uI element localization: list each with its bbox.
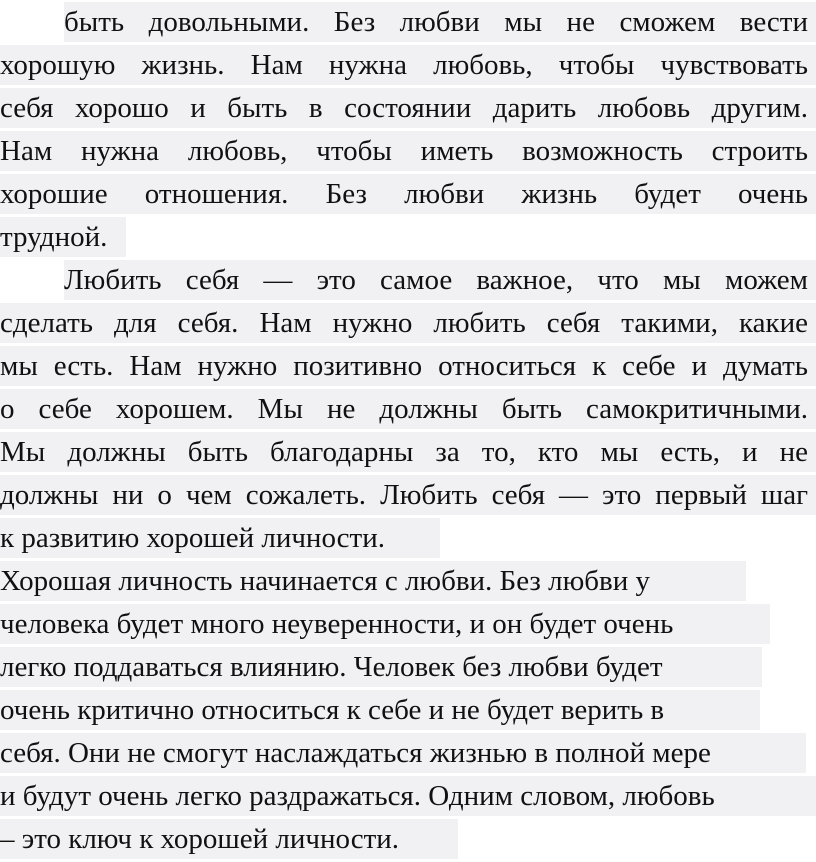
text-line-20: – это ключ к хорошей личности. <box>0 819 458 859</box>
text-line-16: легко поддаваться влиянию. Человек без любви будет <box>0 647 762 687</box>
text-line-6: трудной. <box>0 217 126 257</box>
text-line-8: сделать для себя. Нам нужно любить себя такими, какие <box>0 303 816 343</box>
text-line-15: человека будет много неуверенности, и он будет очень <box>0 604 770 644</box>
text-line-18: себя. Они не смогут наслаждаться жизнью в полной мере <box>0 733 806 773</box>
text-line-14: Хорошая личность начинается с любви. Без любви у <box>0 561 746 601</box>
text-line-12: должны ни о чем сожалеть. Любить себя — это первый шаг <box>0 475 816 515</box>
text-line-13: к развитию хорошей личности. <box>0 518 440 558</box>
text-line-11: Мы должны быть благодарны за то, кто мы есть, и не <box>0 432 816 472</box>
text-line-10: о себе хорошем. Мы не должны быть самокритичными. <box>0 389 816 429</box>
text-line-4: Нам нужна любовь, чтобы иметь возможность строить <box>0 131 816 171</box>
text-line-7: Любить себя — это самое важное, что мы можем <box>64 260 816 300</box>
text-line-1: быть довольными. Без любви мы не сможем вести <box>64 2 816 42</box>
text-line-17: очень критично относиться к себе и не будет верить в <box>0 690 760 730</box>
text-line-9: мы есть. Нам нужно позитивно относиться к себе и думать <box>0 346 816 386</box>
text-line-3: себя хорошо и быть в состоянии дарить любовь другим. <box>0 88 816 128</box>
text-line-5: хорошие отношения. Без любви жизнь будет очень <box>0 174 816 214</box>
text-line-19: и будут очень легко раздражаться. Одним словом, любовь <box>0 776 816 816</box>
text-line-2: хорошую жизнь. Нам нужна любовь, чтобы чувствовать <box>0 45 816 85</box>
